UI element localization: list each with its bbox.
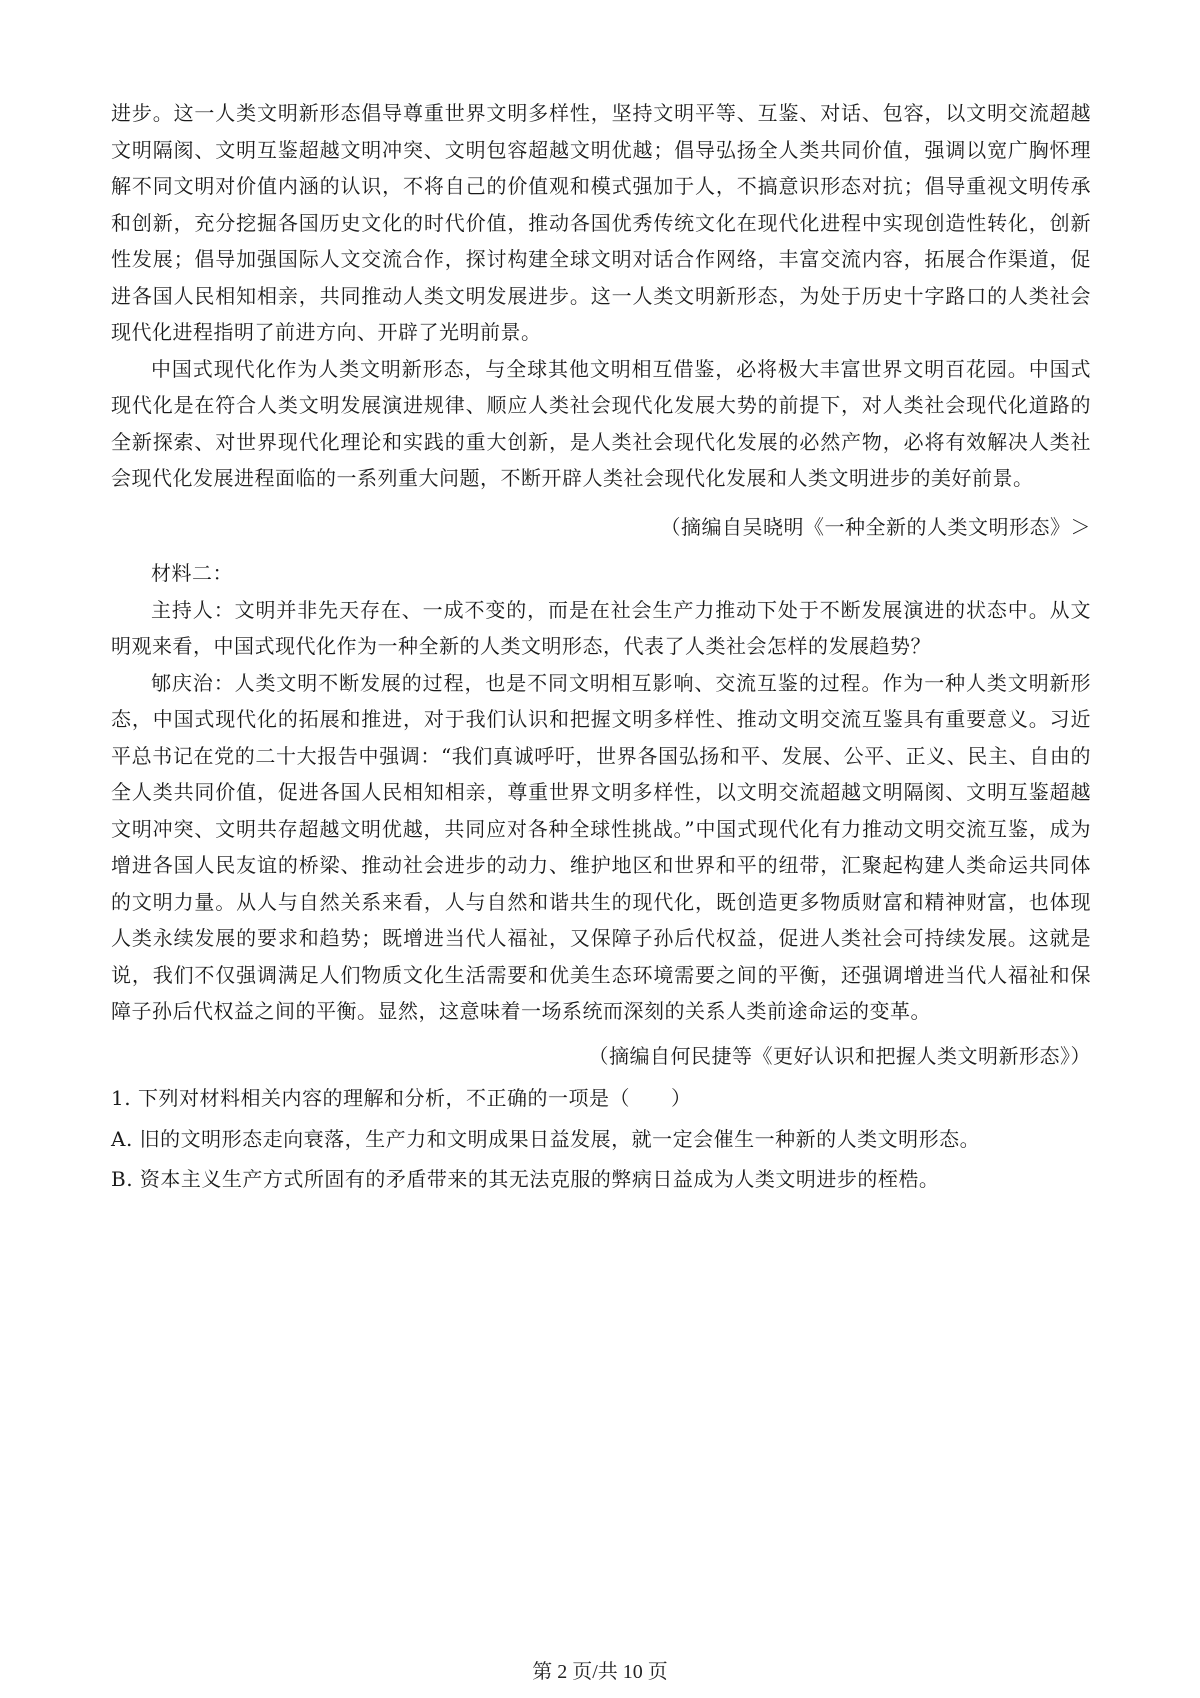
question-1-option-a: A. 旧的文明形态走向衰落，生产力和文明成果日益发展，就一定会催生一种新的人类文明形态。 <box>111 1126 981 1151</box>
material-two-source: （摘编自何民捷等《更好认识和把握人类文明新形态》） <box>588 1043 1091 1068</box>
page-number-footer: 第 2 页/共 10 页 <box>532 1661 668 1683</box>
material-one-paragraph-1: 进步。这一人类文明新形态倡导尊重世界文明多样性，坚持文明平等、互鉴、对话、包容，以文明交流超越文明隔阂、文明互鉴超越文明冲突、文明包容超越文明优越；倡导弘扬全人类共同价值，强调以宽广胸怀理解不同文明对价值内涵的认识，不将自己的价值观和模式强加于人，不搞意识形态对抗；倡导重视文明传承和创新，充分挖掘各国历史文化的时代价值，推动各国优秀传统文化在现代化进程中实现创造性转化，创新性发展；倡导加强国际人文交流合作，探讨构建全球文明对话合作网络，丰富交流内容，拓展合作渠道，促进各国人民相知相亲，共同推动人类文明发展进步。这一人类文明新形态，为处于历史十字路口的人类社会现代化进程指明了前进方向、开辟了光明前景。 <box>111 101 1091 344</box>
material-two-label: 材料二： <box>151 561 233 585</box>
material-one-paragraph-2: 中国式现代化作为人类文明新形态，与全球其他文明相互借鉴，必将极大丰富世界文明百花园。中国式现代化是在符合人类文明发展演进规律、顺应人类社会现代化发展大势的前提下，对人类社会现代化道路的全新探索、对世界现代化理论和实践的重大创新，是人类社会现代化发展的必然产物，必将有效解决人类社会现代化发展进程面临的一系列重大问题，不断开辟人类社会现代化发展和人类文明进步的美好前景。 <box>111 356 1091 490</box>
page-content <box>111 95 1091 1198</box>
material-one-source: （摘编自吴晓明《一种全新的人类文明形态》＞ <box>660 514 1091 539</box>
question-1-option-b: B. 资本主义生产方式所固有的矛盾带来的其无法克服的弊病日益成为人类文明进步的桎梏。 <box>111 1167 940 1191</box>
question-1-stem: 1. 下列对材料相关内容的理解和分析，不正确的一项是（ ） <box>111 1086 692 1110</box>
host-question-paragraph: 主持人：文明并非先天存在、一成不变的，而是在社会生产力推动下处于不断发展演进的状态中。从文明观来看，中国式现代化作为一种全新的人类文明形态，代表了人类社会怎样的发展趋势？ <box>111 597 1091 658</box>
guest-answer-paragraph: 郇庆治：人类文明不断发展的过程，也是不同文明相互影响、交流互鉴的过程。作为一种人类文明新形态，中国式现代化的拓展和推进，对于我们认识和把握文明多样性、推动文明交流互鉴具有重要意义。习近平总书记在党的二十大报告中强调：“我们真诚呼吁，世界各国弘扬和平、发展、公平、正义、民主、自由的全人类共同价值，促进各国人民相知相亲，尊重世界文明多样性，以文明交流超越文明隔阂、文明互鉴超越文明冲突、文明共存超越文明优越，共同应对各种全球性挑战。”中国式现代化有力推动文明交流互鉴，成为增进各国人民友谊的桥梁、推动社会进步的动力、维护地区和世界和平的纽带，汇聚起构建人类命运共同体的文明力量。从人与自然关系来看，人与自然和谐共生的现代化，既创造更多物质财富和精神财富，也体现人类永续发展的要求和趋势；既增进当代人福祉，又保障子孙后代权益，促进人类社会可持续发展。这就是说，我们不仅强调满足人们物质文化生活需要和优美生态环境需要之间的平衡，还强调增进当代人福祉和保障子孙后代权益之间的平衡。显然，这意味着一场系统而深刻的关系人类前途命运的变革。 <box>111 670 1091 1023</box>
